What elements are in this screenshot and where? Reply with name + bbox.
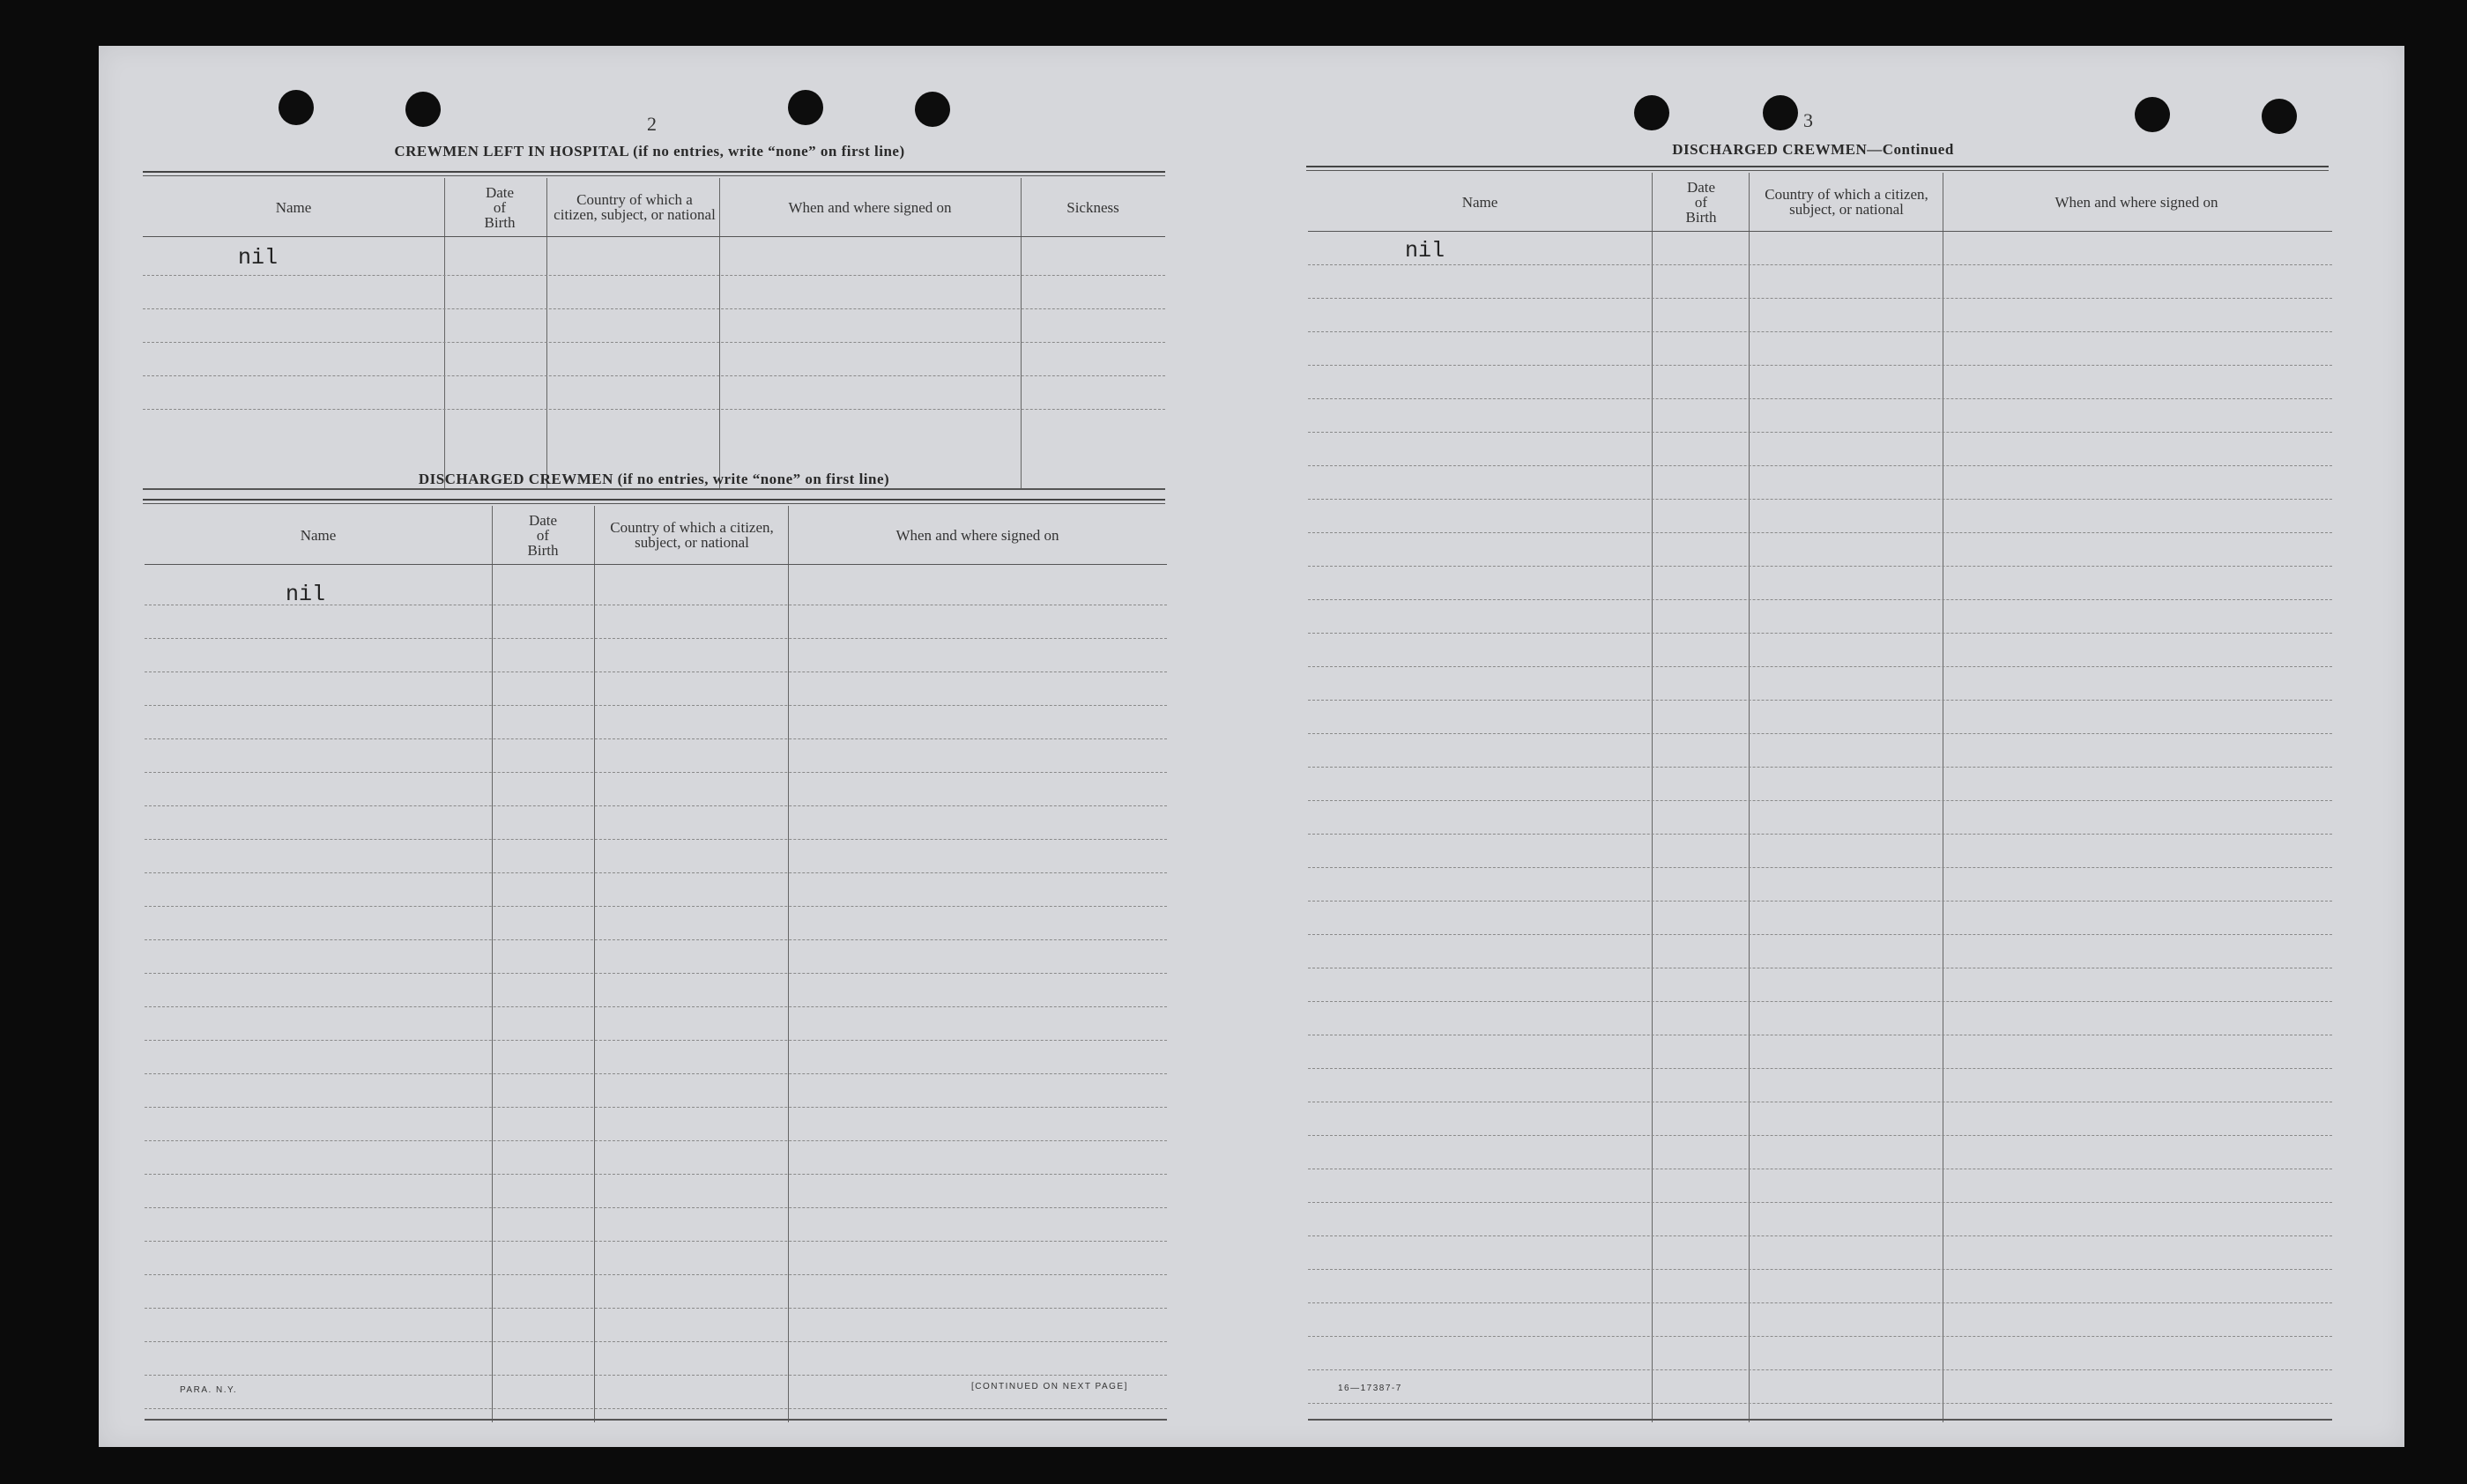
- row-line: [1308, 1269, 2332, 1270]
- row-line: [1308, 1068, 2332, 1069]
- punch-hole: [1634, 95, 1669, 130]
- document-sheet: [99, 46, 2404, 1447]
- page-number-left: 2: [647, 113, 657, 135]
- discharged-top-rule: [143, 499, 1165, 504]
- column-header-date-of-birth: Date of Birth: [484, 183, 516, 231]
- punch-hole: [788, 90, 823, 125]
- continued-name-entry: nil: [1405, 238, 1445, 263]
- row-line: [1308, 867, 2332, 868]
- column-divider: [594, 506, 595, 1422]
- punch-hole: [2262, 99, 2297, 134]
- row-line: [145, 872, 1167, 873]
- column-header-when-where: When and where signed on: [2055, 193, 2218, 211]
- row-line: [1308, 666, 2332, 667]
- row-line: [145, 805, 1167, 806]
- row-line: [1308, 566, 2332, 567]
- row-line: [1308, 800, 2332, 801]
- row-line: [1308, 901, 2332, 902]
- table-bottom-rule: [145, 1419, 1167, 1421]
- column-divider: [546, 178, 547, 488]
- row-line: [145, 1207, 1167, 1208]
- column-header-country: Country of which a citizen, subject, or national: [610, 519, 774, 551]
- row-line: [143, 275, 1165, 276]
- row-line: [1308, 599, 2332, 600]
- row-line: [1308, 331, 2332, 332]
- footer-form-number: 16—17387-7: [1338, 1384, 1402, 1393]
- hospital-title-text: CREWMEN LEFT IN HOSPITAL: [394, 143, 629, 160]
- punch-hole: [279, 90, 314, 125]
- row-line: [1308, 432, 2332, 433]
- row-line: [145, 1040, 1167, 1041]
- row-line: [1308, 1302, 2332, 1303]
- row-line: [1308, 733, 2332, 734]
- row-line: [143, 409, 1165, 410]
- row-line: [145, 1006, 1167, 1007]
- hospital-subtitle-text: (if no entries, write “none” on first line): [633, 143, 905, 160]
- row-line: [145, 705, 1167, 706]
- row-line: [145, 1174, 1167, 1175]
- row-line: [145, 772, 1167, 773]
- row-line: [1308, 1369, 2332, 1370]
- row-line: [1308, 465, 2332, 466]
- row-line: [1308, 499, 2332, 500]
- row-line: [1308, 1001, 2332, 1002]
- column-header-country: Country of which a citizen, subject, or national: [554, 191, 716, 223]
- row-line: [145, 1241, 1167, 1242]
- row-line: [145, 1107, 1167, 1108]
- row-line: [143, 308, 1165, 309]
- row-line: [145, 1308, 1167, 1309]
- column-header-when-where: When and where signed on: [788, 198, 952, 216]
- hospital-top-rule: [143, 171, 1165, 176]
- row-line: [1308, 1135, 2332, 1136]
- row-line: [1308, 298, 2332, 299]
- row-line: [1308, 1235, 2332, 1236]
- row-line: [145, 1408, 1167, 1409]
- row-line: [143, 342, 1165, 343]
- row-line: [145, 906, 1167, 907]
- row-line: [145, 973, 1167, 974]
- footer-continued-note: [CONTINUED ON NEXT PAGE]: [971, 1382, 1128, 1391]
- column-header-when-where: When and where signed on: [895, 526, 1059, 544]
- table-bottom-rule: [1308, 1419, 2332, 1421]
- continued-section-title: DISCHARGED CREWMEN—Continued: [1672, 141, 1954, 158]
- header-underline: [145, 564, 1167, 565]
- row-line: [145, 839, 1167, 840]
- row-line: [145, 1274, 1167, 1275]
- column-header-sickness: Sickness: [1066, 198, 1119, 216]
- row-line: [145, 738, 1167, 739]
- row-line: [145, 1341, 1167, 1342]
- page-number-right: 3: [1803, 109, 1813, 131]
- row-line: [1308, 1336, 2332, 1337]
- punch-hole: [915, 92, 950, 127]
- row-line: [1308, 700, 2332, 701]
- column-header-date-of-birth: Date of Birth: [527, 511, 559, 559]
- row-line: [1308, 1202, 2332, 1203]
- row-line: [1308, 264, 2332, 265]
- discharged-name-entry: nil: [286, 582, 326, 607]
- column-header-name: Name: [300, 526, 337, 544]
- punch-hole: [1763, 95, 1798, 130]
- column-divider: [444, 178, 445, 488]
- column-divider: [788, 506, 789, 1422]
- row-line: [1308, 834, 2332, 835]
- row-line: [1308, 1403, 2332, 1404]
- punch-hole: [405, 92, 441, 127]
- row-line: [1308, 767, 2332, 768]
- row-line: [143, 375, 1165, 376]
- row-line: [1308, 934, 2332, 935]
- row-line: [1308, 633, 2332, 634]
- header-underline: [143, 236, 1165, 237]
- column-header-name: Name: [275, 198, 312, 216]
- column-header-name: Name: [1461, 193, 1498, 211]
- hospital-section-title: [143, 143, 1156, 160]
- row-line: [145, 1140, 1167, 1141]
- discharged-table: [145, 506, 1167, 1422]
- discharged-subtitle-text: (if no entries, write “none” on first line): [617, 471, 890, 487]
- punch-hole: [2135, 97, 2170, 132]
- row-line: [145, 638, 1167, 639]
- row-line: [145, 1073, 1167, 1074]
- discharged-title-text: DISCHARGED CREWMEN: [418, 471, 613, 487]
- header-underline: [1308, 231, 2332, 232]
- footer-printer-mark: PARA. N.Y.: [180, 1385, 238, 1395]
- hospital-name-entry: nil: [238, 245, 279, 271]
- row-line: [1308, 365, 2332, 366]
- hospital-table: [143, 178, 1165, 488]
- column-divider: [492, 506, 493, 1422]
- continued-top-rule: [1306, 166, 2329, 171]
- table-bottom-rule: [143, 488, 1165, 490]
- column-header-date-of-birth: Date of Birth: [1685, 178, 1717, 226]
- discharged-section-title: [143, 471, 1165, 488]
- row-line: [1308, 532, 2332, 533]
- row-line: [145, 939, 1167, 940]
- column-header-country: Country of which a citizen, subject, or national: [1765, 186, 1928, 218]
- continued-table: [1308, 173, 2332, 1422]
- row-line: [1308, 398, 2332, 399]
- row-line: [145, 1375, 1167, 1376]
